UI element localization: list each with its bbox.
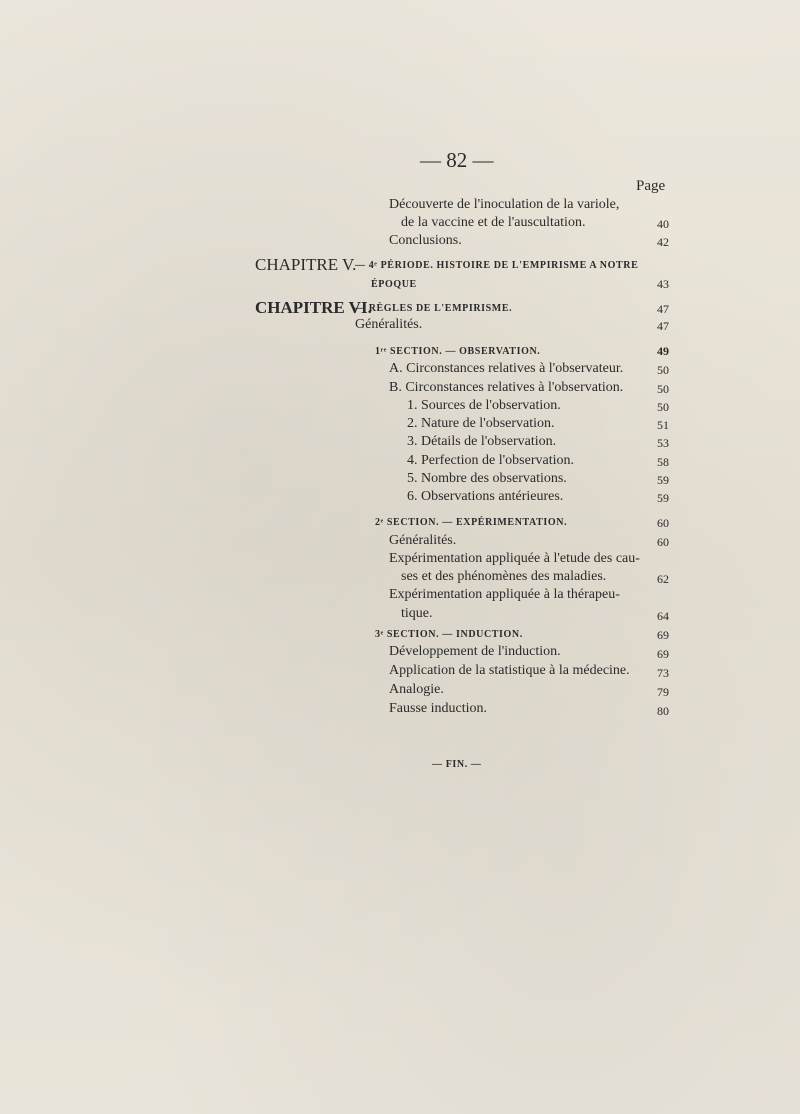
toc-entry-experimentation-causes-line1: Expérimentation appliquée à l'etude des cau- — [389, 551, 640, 566]
page-ref: 49 — [657, 344, 669, 358]
page-number: — 82 — — [420, 148, 494, 172]
toc-entry-conclusions: Conclusions. — [389, 233, 462, 248]
toc-entry-developpement-induction: Développement de l'induction. — [389, 644, 561, 659]
toc-entry-inoculation-line2: de la vaccine et de l'auscultation. — [401, 215, 586, 230]
toc-entry-nombre: 5. Nombre des observations. — [407, 471, 567, 486]
page-ref: 43 — [657, 277, 669, 291]
toc-entry-statistique: Application de la statistique à la médecine. — [389, 663, 630, 678]
chapter-6-title: CHAPITRE VI. — [255, 298, 372, 317]
toc-entry-analogie: Analogie. — [389, 682, 444, 697]
section-2-heading: 2ᵉ SECTION. — EXPÉRIMENTATION. — [375, 517, 568, 528]
toc-entry-experimentation-causes-line2: ses et des phénomènes des maladies. — [401, 569, 607, 584]
page-ref: 80 — [657, 704, 669, 718]
page-ref: 64 — [657, 609, 669, 623]
page-ref: 47 — [657, 302, 669, 316]
page-ref: 50 — [657, 363, 669, 377]
chapter-5-title: CHAPITRE V. — [255, 255, 357, 274]
page-ref: 60 — [657, 535, 669, 549]
toc-entry-anterieures: 6. Observations antérieures. — [407, 489, 564, 504]
page-ref: 59 — [657, 491, 669, 505]
page-ref: 59 — [657, 473, 669, 487]
toc-entry-experimentation-therapeutique-line1: Expérimentation appliquée à la thérapeu- — [389, 587, 620, 602]
page-ref: 58 — [657, 455, 669, 469]
page-ref: 62 — [657, 572, 669, 586]
chapter-5-heading-line1: — 4ᵉ PÉRIODE. HISTOIRE DE L'EMPIRISME A NOTRE — [355, 260, 639, 271]
toc-entry-fausse-induction: Fausse induction. — [389, 701, 487, 716]
chapter-6-heading: — RÈGLES DE L'EMPIRISME. — [355, 303, 513, 314]
page-ref: 53 — [657, 436, 669, 450]
toc-entry-observation: B. Circonstances relatives à l'observation. — [389, 380, 624, 395]
page-ref: 69 — [657, 647, 669, 661]
page-ref: 69 — [657, 628, 669, 642]
toc-entry-inoculation-line1: Découverte de l'inoculation de la variole, — [389, 197, 620, 212]
toc-entry-details: 3. Détails de l'observation. — [407, 434, 557, 449]
page-ref: 47 — [657, 319, 669, 333]
page-ref: 51 — [657, 418, 669, 432]
page-column-label: Page — [636, 178, 666, 194]
page-ref: 73 — [657, 666, 669, 680]
toc-entry-perfection: 4. Perfection de l'observation. — [407, 453, 574, 468]
chapter-5-heading-line2: ÉPOQUE — [371, 279, 417, 290]
toc-entry-sources: 1. Sources de l'observation. — [407, 398, 561, 413]
toc-entry-generalites: Généralités. — [355, 317, 423, 332]
page-ref: 60 — [657, 516, 669, 530]
page-ref: 40 — [657, 217, 669, 231]
page-ref: 50 — [657, 382, 669, 396]
page-ref: 50 — [657, 400, 669, 414]
page-ref: 79 — [657, 685, 669, 699]
section-3-heading: 3ᵉ SECTION. — INDUCTION. — [375, 629, 523, 640]
section-1-heading: 1ʳᵉ SECTION. — OBSERVATION. — [375, 346, 541, 357]
toc-entry-observateur: A. Circonstances relatives à l'observateur. — [389, 361, 624, 376]
toc-entry-experimentation-therapeutique-line2: tique. — [401, 606, 433, 621]
toc-entry-nature: 2. Nature de l'observation. — [407, 416, 555, 431]
toc-entry-generalites: Généralités. — [389, 533, 457, 548]
end-marker: — FIN. — — [432, 759, 482, 770]
page-ref: 42 — [657, 235, 669, 249]
